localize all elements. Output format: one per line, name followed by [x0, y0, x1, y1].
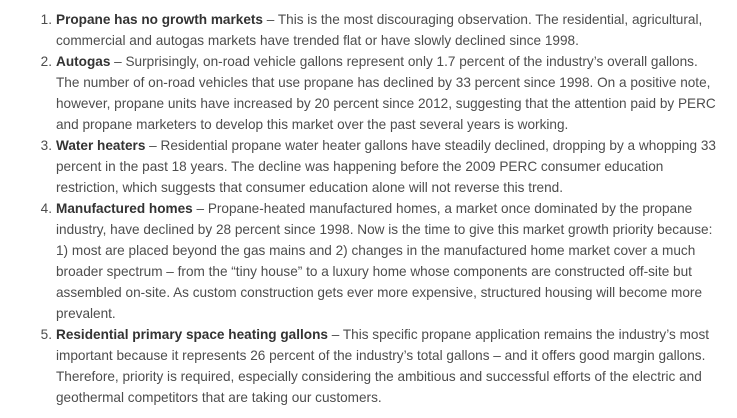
- list-item-term: Water heaters: [56, 138, 146, 153]
- list-item-number: 4.: [40, 201, 52, 216]
- list-item-term: Propane has no growth markets: [56, 12, 263, 27]
- list-item-number: 3.: [40, 138, 52, 153]
- list-item-number: 5.: [40, 327, 52, 342]
- list-item-text: – Residential propane water heater gallons have steadily declined, dropping by a whopping 33 percent in the past 18 years. The decline was happening before the 2009 PERC consumer education restriction, which suggests that consumer education alone will not reverse this trend.: [56, 138, 716, 195]
- list-item-text: – This is the most discouraging observation. The residential, agricultural, commercial and autogas markets have trended flat or have slowly declined since 1998.: [56, 12, 703, 48]
- list-item-term: Manufactured homes: [56, 201, 193, 216]
- list-item: [40, 198, 737, 324]
- list-item-term: Autogas: [56, 54, 111, 69]
- list-item-text: – Surprisingly, on-road vehicle gallons represent only 1.7 percent of the industry’s overall gallons. The number of on-road vehicles that use propane has declined by 33 percent since 1998. On a positive note, however, propane units have increased by 20 percent since 2012, suggesting that the attention paid by PERC and propane marketers to develop this market over the past several years is working.: [56, 54, 716, 132]
- list-item-number: 2.: [40, 54, 52, 69]
- list-item: [40, 51, 737, 135]
- list-item-term: Residential primary space heating gallons: [56, 327, 328, 342]
- findings-list: [0, 9, 737, 408]
- list-item-number: 1.: [40, 12, 52, 27]
- list-item: [40, 9, 737, 51]
- list-item: [40, 324, 737, 408]
- list-item-text: – Propane-heated manufactured homes, a market once dominated by the propane industry, have declined by 28 percent since 1998. Now is the time to give this market growth priority because: 1) most are placed beyond the gas mains and 2) changes in the manufactured home market cover a much broader spectrum – from the “tiny house” to a luxury home whose components are constructed off-site but assembled on-site. As custom construction gets ever more expensive, structured housing will become more prevalent.: [56, 201, 713, 321]
- list-item: [40, 135, 737, 198]
- list-item-text: – This specific propane application remains the industry’s most important because it represents 26 percent of the industry’s total gallons – and it offers good margin gallons. Therefore, priority is required, especially considering the ambitious and successful efforts of the electric and geothermal competitors that are taking our customers.: [56, 327, 710, 405]
- article-body: [0, 9, 737, 408]
